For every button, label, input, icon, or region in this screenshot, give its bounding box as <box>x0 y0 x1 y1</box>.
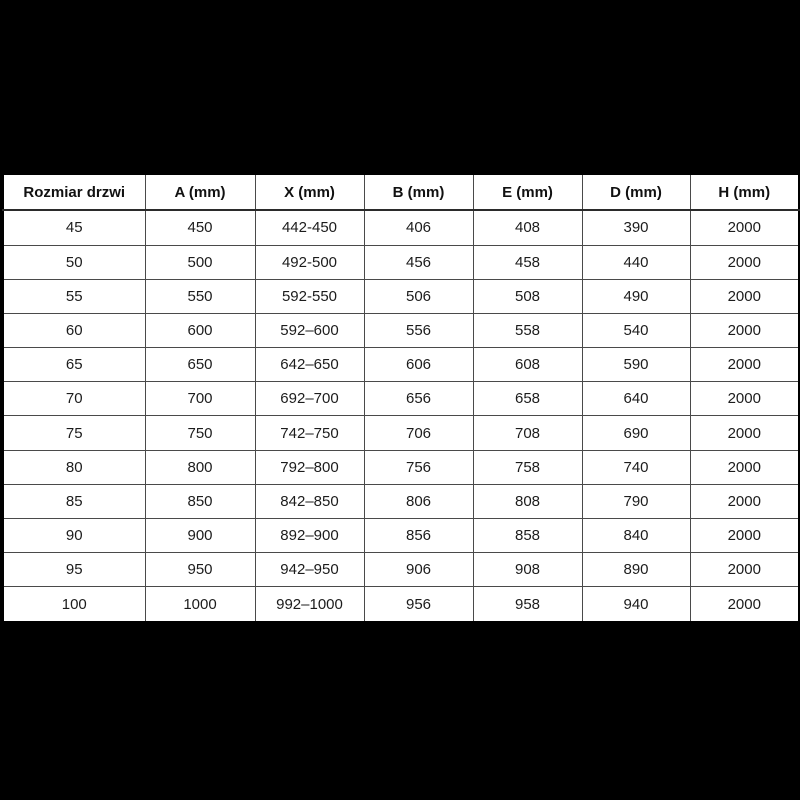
table-cell: 55 <box>3 279 145 313</box>
table-cell: 592-550 <box>255 279 364 313</box>
table-cell: 2000 <box>690 210 799 245</box>
table-cell: 808 <box>473 484 582 518</box>
table-cell: 490 <box>582 279 690 313</box>
table-cell: 658 <box>473 382 582 416</box>
table-cell: 950 <box>145 553 255 587</box>
table-cell: 850 <box>145 484 255 518</box>
table-cell: 75 <box>3 416 145 450</box>
table-cell: 956 <box>364 587 473 622</box>
table-cell: 442-450 <box>255 210 364 245</box>
table-cell: 708 <box>473 416 582 450</box>
table-cell: 500 <box>145 245 255 279</box>
table-cell: 492-500 <box>255 245 364 279</box>
table-cell: 892–900 <box>255 518 364 552</box>
table-cell: 800 <box>145 450 255 484</box>
table-cell: 406 <box>364 210 473 245</box>
table-cell: 2000 <box>690 484 799 518</box>
column-header-h-mm: H (mm) <box>690 174 799 210</box>
table-cell: 856 <box>364 518 473 552</box>
table-row <box>3 450 799 484</box>
table-cell: 2000 <box>690 382 799 416</box>
table-cell: 906 <box>364 553 473 587</box>
table-cell: 2000 <box>690 313 799 347</box>
table-row <box>3 553 799 587</box>
table-cell: 506 <box>364 279 473 313</box>
table-cell: 692–700 <box>255 382 364 416</box>
table-row <box>3 245 799 279</box>
table-row <box>3 279 799 313</box>
column-header-rozmiar-drzwi: Rozmiar drzwi <box>3 174 145 210</box>
header-row <box>3 174 799 210</box>
table-cell: 95 <box>3 553 145 587</box>
table-cell: 706 <box>364 416 473 450</box>
table-row <box>3 313 799 347</box>
table-cell: 456 <box>364 245 473 279</box>
table-cell: 65 <box>3 348 145 382</box>
table-cell: 642–650 <box>255 348 364 382</box>
table-row <box>3 518 799 552</box>
table-cell: 758 <box>473 450 582 484</box>
table-cell: 558 <box>473 313 582 347</box>
table-cell: 592–600 <box>255 313 364 347</box>
column-header-x-mm: X (mm) <box>255 174 364 210</box>
table-cell: 750 <box>145 416 255 450</box>
column-header-e-mm: E (mm) <box>473 174 582 210</box>
table-cell: 390 <box>582 210 690 245</box>
table-cell: 742–750 <box>255 416 364 450</box>
table-row <box>3 348 799 382</box>
table-cell: 1000 <box>145 587 255 622</box>
column-header-a-mm: A (mm) <box>145 174 255 210</box>
table-row <box>3 484 799 518</box>
table-row <box>3 416 799 450</box>
column-header-b-mm: B (mm) <box>364 174 473 210</box>
table-body <box>3 210 799 622</box>
door-dimensions-table <box>2 173 800 623</box>
table-cell: 806 <box>364 484 473 518</box>
column-header-d-mm: D (mm) <box>582 174 690 210</box>
table-cell: 540 <box>582 313 690 347</box>
table-cell: 940 <box>582 587 690 622</box>
table-cell: 700 <box>145 382 255 416</box>
table-cell: 2000 <box>690 348 799 382</box>
table-cell: 640 <box>582 382 690 416</box>
table-cell: 45 <box>3 210 145 245</box>
table-cell: 2000 <box>690 518 799 552</box>
table-cell: 792–800 <box>255 450 364 484</box>
table-cell: 656 <box>364 382 473 416</box>
table-cell: 550 <box>145 279 255 313</box>
table-cell: 590 <box>582 348 690 382</box>
table-cell: 556 <box>364 313 473 347</box>
table-cell: 60 <box>3 313 145 347</box>
table-cell: 90 <box>3 518 145 552</box>
table-cell: 790 <box>582 484 690 518</box>
table-cell: 2000 <box>690 245 799 279</box>
table-row <box>3 382 799 416</box>
table-cell: 440 <box>582 245 690 279</box>
table-cell: 2000 <box>690 553 799 587</box>
table-cell: 992–1000 <box>255 587 364 622</box>
table-cell: 900 <box>145 518 255 552</box>
table-cell: 85 <box>3 484 145 518</box>
table-cell: 600 <box>145 313 255 347</box>
table-cell: 2000 <box>690 279 799 313</box>
table-cell: 408 <box>473 210 582 245</box>
table-row <box>3 587 799 622</box>
table-cell: 650 <box>145 348 255 382</box>
table-cell: 690 <box>582 416 690 450</box>
table-cell: 606 <box>364 348 473 382</box>
table-cell: 450 <box>145 210 255 245</box>
table-cell: 608 <box>473 348 582 382</box>
table-row <box>3 210 799 245</box>
table-cell: 2000 <box>690 587 799 622</box>
table-cell: 50 <box>3 245 145 279</box>
table-cell: 2000 <box>690 450 799 484</box>
table-cell: 80 <box>3 450 145 484</box>
table-cell: 858 <box>473 518 582 552</box>
table-cell: 70 <box>3 382 145 416</box>
table-cell: 840 <box>582 518 690 552</box>
table-cell: 890 <box>582 553 690 587</box>
table-cell: 958 <box>473 587 582 622</box>
table-cell: 756 <box>364 450 473 484</box>
table-cell: 100 <box>3 587 145 622</box>
table-cell: 842–850 <box>255 484 364 518</box>
table-cell: 740 <box>582 450 690 484</box>
table-cell: 508 <box>473 279 582 313</box>
table-cell: 458 <box>473 245 582 279</box>
table-cell: 942–950 <box>255 553 364 587</box>
table-cell: 2000 <box>690 416 799 450</box>
table-cell: 908 <box>473 553 582 587</box>
